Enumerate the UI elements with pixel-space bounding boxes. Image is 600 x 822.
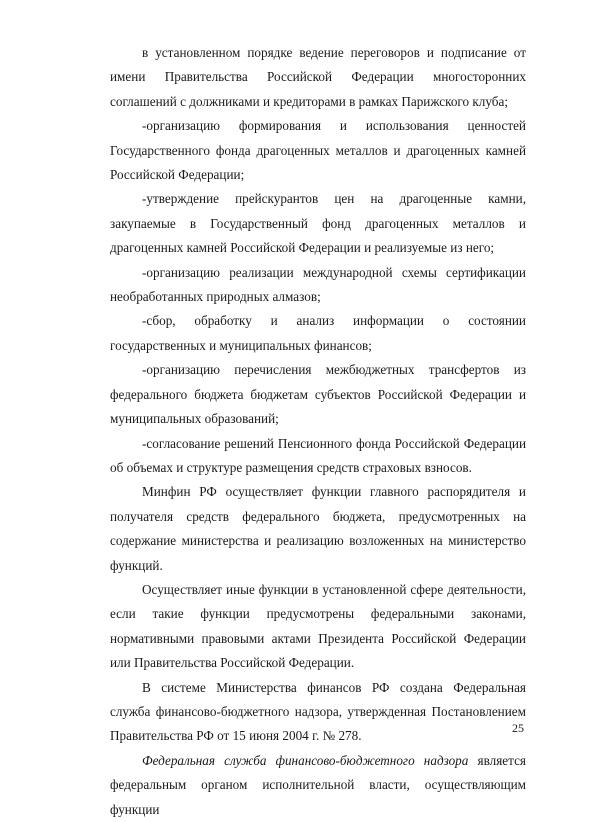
- paragraph-pension-fund: -согласование решений Пенсионного фонда Российской Федерации об объемах и структуре размещения средств страховых взносов.: [110, 435, 526, 475]
- paragraph-budget-functions: Минфин РФ осуществляет функции главного распорядителя и получателя средств федерального бюджета, предусмотренных на содержание министерства и реализацию возложенных на министерство функций.: [110, 484, 526, 573]
- paragraph-transfers: -организацию перечисления межбюджетных трансфертов из федерального бюджета бюджетам субъектов Российской Федерации и муниципальных образований;: [110, 362, 526, 427]
- paragraph-federal-body-rest: является федеральным органом исполнительной власти, осуществляющим функции: [110, 752, 526, 817]
- italic-term: Федеральная служба финансово-бюджетного надзора: [142, 752, 469, 768]
- page-number: 25: [512, 721, 524, 735]
- paragraph-federal-body: [110, 749, 526, 822]
- paragraph-gosfond: -организацию формирования и использования ценностей Государственного фонда драгоценных металлов и драгоценных камней Российской Федерации;: [110, 118, 526, 183]
- paragraph-supervision-service: В системе Министерства финансов РФ создана Федеральная служба финансово-бюджетного надзора, утвержденная Постановлением Правительства РФ от 15 июня 2004 г. № 278.: [110, 679, 526, 744]
- paragraph-paris-club: в установленном порядке ведение переговоров и подписание от имени Правительства Российской Федерации многосторонних соглашений с должниками и кредиторами в рамках Парижского клуба;: [110, 45, 526, 109]
- paragraph-diamond-certification: -организацию реализации международной схемы сертификации необработанных природных алмазов;: [110, 264, 526, 305]
- body-text: [110, 41, 526, 822]
- paragraph-other-functions: Осуществляет иные функции в установленной сфере деятельности, если такие функции предусмотрены федеральными законами, нормативными правовыми актами Президента Российской Федерации или Правительства Российской Федерации.: [110, 581, 526, 671]
- paragraph-price-lists: -утверждение прейскурантов цен на драгоценные камни, закупаемые в Государственный фонд драгоценных металлов и драгоценных камней Российской Федерации и реализуемые из него;: [110, 191, 526, 256]
- paragraph-finance-info: -сбор, обработку и анализ информации о состоянии государственных и муниципальных финансов;: [110, 313, 526, 353]
